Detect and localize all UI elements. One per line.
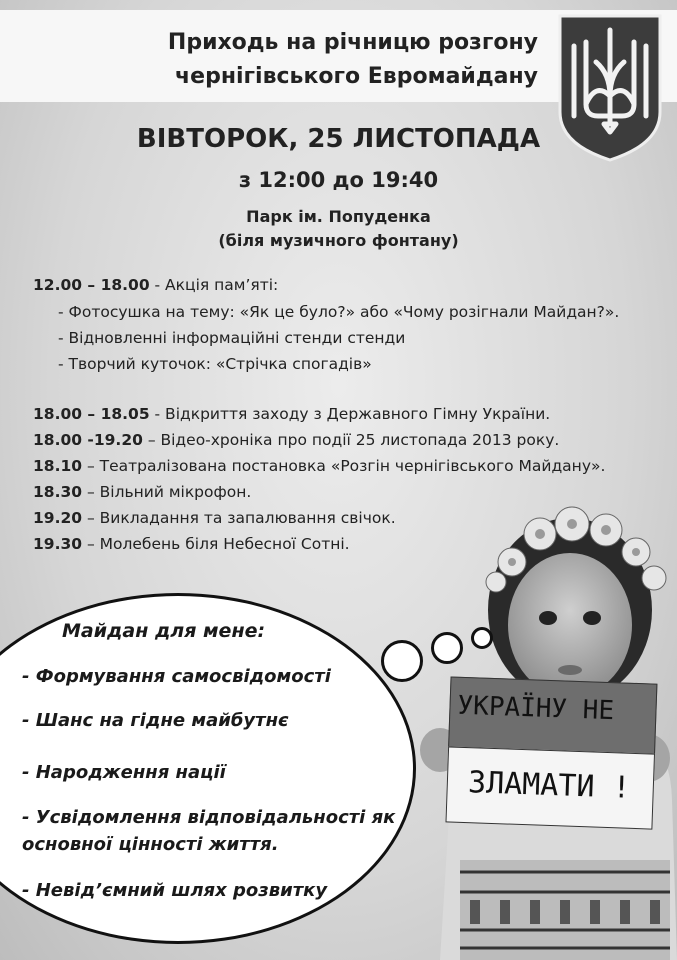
schedule-row <box>33 531 350 557</box>
protest-sign <box>446 676 656 827</box>
event-time: з 12:00 до 19:40 <box>238 168 439 192</box>
schedule-subitem: - Відновленні інформаційні стенди стенди <box>58 329 406 347</box>
schedule-time: 18.30 <box>33 483 83 501</box>
cloud-item: - Формування самосвідомості <box>22 666 331 687</box>
place-note: (біля музичного фонтану) <box>218 231 459 250</box>
schedule-text: – Молебень біля Небесної Сотні. <box>82 535 350 553</box>
schedule-row <box>33 272 278 298</box>
schedule-row <box>33 401 550 427</box>
schedule-time: 18.10 <box>33 457 83 475</box>
schedule-row <box>33 505 396 531</box>
schedule-time: 19.20 <box>33 509 83 527</box>
cloud-item: - Шанс на гідне майбутнє <box>22 710 289 731</box>
schedule-time: 18.00 -19.20 <box>33 431 143 449</box>
thought-bubble <box>381 640 423 682</box>
title-line-1: Приходь на річницю розгону <box>167 30 538 55</box>
schedule-text: – Вільний мікрофон. <box>82 483 252 501</box>
schedule-subitem: - Творчий куточок: «Стрічка спогадів» <box>58 355 372 373</box>
poster-title <box>118 26 538 94</box>
thought-bubble <box>471 627 493 649</box>
schedule-time: 18.00 – 18.05 <box>33 405 150 423</box>
schedule-row <box>33 453 605 479</box>
event-date: ВІВТОРОК, 25 ЛИСТОПАДА <box>136 124 541 154</box>
cloud-item: - Народження нації <box>22 762 226 783</box>
cloud-item: - Усвідомлення відповідальності як <box>22 807 396 828</box>
schedule-subitem: - Фотосушка на тему: «Як це було?» або «Чому розігнали Майдан?». <box>58 303 620 321</box>
schedule-text: – Відео-хроніка про події 25 листопада 2013 року. <box>142 431 560 449</box>
schedule-row <box>33 427 559 453</box>
thought-bubble <box>431 632 463 664</box>
cloud-item: - Невід’ємний шлях розвитку <box>22 880 328 901</box>
sign-line-1: УКРАЇНУ НЕ <box>457 690 615 727</box>
schedule-time: 19.30 <box>33 535 83 553</box>
schedule-row <box>33 479 251 505</box>
schedule-text: – Театралізована постановка «Розгін чернігівського Майдану». <box>82 457 606 475</box>
title-line-2: чернігівського Евромайдану <box>175 64 538 89</box>
cloud-title: Майдан для мене: <box>62 620 266 642</box>
schedule-text: - Відкриття заходу з Державного Гімну України. <box>149 405 551 423</box>
schedule-text: - Акція пам’яті: <box>149 276 279 294</box>
place-name: Парк ім. Попуденка <box>246 207 431 226</box>
event-place <box>0 205 677 253</box>
schedule-text: – Викладання та запалювання свічок. <box>82 509 396 527</box>
sign-line-2: ЗЛАМАТИ ! <box>467 765 632 806</box>
schedule-time: 12.00 – 18.00 <box>33 276 150 294</box>
cloud-item: основної цінності життя. <box>22 834 279 855</box>
